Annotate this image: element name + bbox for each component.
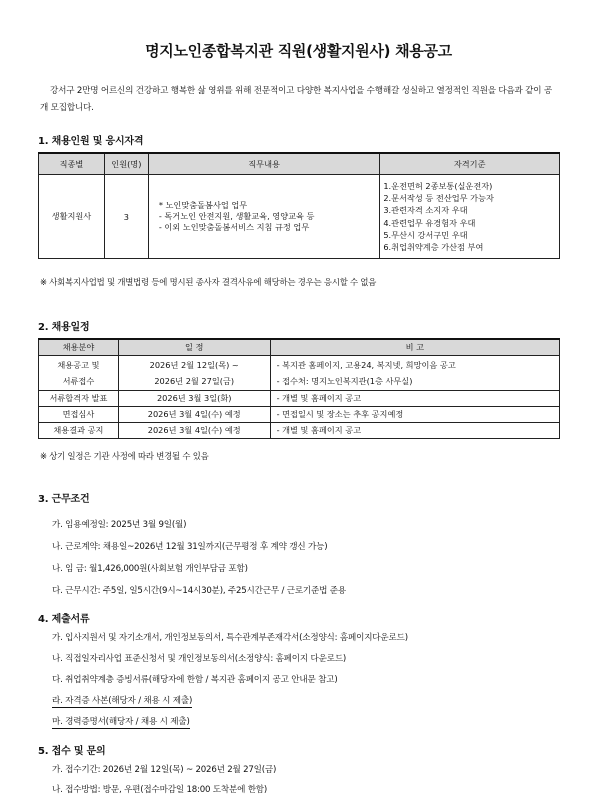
remark-cell: - 개별 및 홈페이지 공고 (270, 423, 559, 439)
header-field: 채용분야 (39, 339, 119, 356)
section5-heading: 5. 접수 및 문의 (38, 746, 106, 757)
document-title: 명지노인종합복지관 직원(생활지원사) 채용공고 (145, 42, 452, 60)
intro-paragraph: 강서구 2만명 어르신의 건강하고 행복한 삶 영위를 위해 전문적이고 다양한 복지사업을 수행해갈 성실하고 열정적인 직원을 다음과 같이 공개 모집합니다. (40, 86, 552, 113)
date-line: 2026년 2월 12일(목) ~ (149, 360, 239, 370)
criteria-line: 2.문서작성 등 전산업무 가능자 (383, 193, 494, 204)
job-cell: 생활지원사 (39, 175, 105, 259)
list-item: 다. 근무시간: 주5일, 일5시간(9시~14시30분), 주25시간근무 / 근로기준법 준용 (52, 586, 346, 596)
remark-cell: - 개별 및 홈페이지 공고 (270, 391, 559, 407)
duty-line: - 이외 노인맞춤돌봄서비스 지침 규정 업무 (158, 222, 310, 232)
criteria-line: 6.취업취약계층 가산점 부여 (383, 241, 484, 252)
list-item: 가. 입사지원서 및 자기소개서, 개인정보동의서, 특수관계부존재각서(소정양식: 홈페이지다운로드) (52, 633, 408, 643)
list-item: 나. 근로계약: 채용일~2026년 12월 31일까지(근무평정 후 계약 갱신 가능) (52, 542, 328, 552)
date-cell (118, 356, 270, 391)
date-cell: 2026년 3월 4일(수) 예정 (118, 407, 270, 423)
underlined-text: 라. 자격증 사본(해당자 / 채용 시 제출) (52, 696, 193, 706)
header-date: 일 정 (118, 339, 270, 356)
count-cell: 3 (104, 175, 148, 259)
header-duties: 직무내용 (148, 153, 380, 175)
underlined-text: 마. 경력증명서(해당자 / 채용 시 제출) (52, 717, 190, 727)
remark-line: - 복지관 홈페이지, 고용24, 복지넷, 희망이음 공고 (276, 360, 456, 370)
header-count: 인원(명) (104, 153, 148, 175)
criteria-cell (380, 175, 560, 259)
field-line: 채용공고 및 (57, 360, 100, 370)
duty-line: - 독거노인 안전지원, 생활교육, 영양교육 등 (158, 211, 315, 221)
criteria-line: 3.관련자격 소지자 우대 (383, 205, 468, 216)
list-item: 다. 취업취약계층 증빙서류(해당자에 한함 / 복지관 홈페이지 공고 안내문 참고) (52, 675, 338, 685)
work-conditions-list (52, 514, 346, 602)
criteria-line: 4.관련업무 유경험자 우대 (383, 217, 476, 228)
remark-line: - 접수처: 명지노인복지관(1층 사무실) (276, 376, 413, 386)
date-cell: 2026년 3월 3일(화) (118, 391, 270, 407)
section4-heading: 4. 제출서류 (38, 614, 90, 625)
duty-line: * 노인맞춤돌봄사업 업무 (158, 200, 248, 210)
field-cell: 서류합격자 발표 (39, 391, 119, 407)
list-item (52, 691, 408, 712)
recruitment-table (38, 152, 560, 259)
remark-cell (270, 356, 559, 391)
section2-heading: 2. 채용일정 (38, 322, 90, 333)
list-item: 나. 접수방법: 방문, 우편(접수마감일 18:00 도착분에 한함) (52, 785, 268, 795)
date-cell: 2026년 3월 4일(수) 예정 (118, 423, 270, 439)
header-remark: 비 고 (270, 339, 559, 356)
section3-heading: 3. 근무조건 (38, 494, 90, 505)
list-item (52, 712, 408, 733)
field-line: 서류접수 (62, 376, 95, 386)
table-row (39, 423, 560, 439)
list-item: 나. 직접일자리사업 표준신청서 및 개인정보동의서(소정양식: 홈페이지 다운로드) (52, 654, 347, 664)
table-header-row (39, 153, 560, 175)
table-row (39, 175, 560, 259)
schedule-note: ※ 상기 일정은 기관 사정에 따라 변경될 수 있음 (40, 451, 209, 461)
list-item: 가. 임용예정일: 2025년 3월 9일(월) (52, 520, 187, 530)
field-cell: 채용결과 공지 (39, 423, 119, 439)
table-header-row (39, 339, 560, 356)
schedule-table (38, 338, 560, 439)
application-list (52, 760, 276, 800)
remark-cell: - 면접일시 및 장소는 추후 공지예정 (270, 407, 559, 423)
table-row (39, 407, 560, 423)
header-criteria: 자격기준 (380, 153, 560, 175)
list-item: 나. 임 금: 월1,426,000원(사회보험 개인부담금 포함) (52, 564, 248, 574)
field-cell: 면접심사 (39, 407, 119, 423)
list-item: 가. 접수기간: 2026년 2월 12일(목) ~ 2026년 2월 27일(금) (52, 765, 277, 775)
table-row (39, 356, 560, 391)
date-line: 2026년 2월 27일(금) (154, 376, 235, 386)
eligibility-note: ※ 사회복지사업법 및 개별법령 등에 명시된 종사자 결격사유에 해당하는 경우는 응시할 수 없음 (40, 277, 377, 287)
section1-heading: 1. 채용인원 및 응시자격 (38, 136, 144, 147)
field-cell (39, 356, 119, 391)
header-job: 직종별 (39, 153, 105, 175)
documents-list (52, 628, 408, 733)
table-row (39, 391, 560, 407)
criteria-line: 1.운전면허 2종보통(실운전자) (383, 180, 493, 191)
duties-cell (148, 175, 380, 259)
criteria-line: 5.무산시 강서구민 우대 (383, 229, 468, 240)
